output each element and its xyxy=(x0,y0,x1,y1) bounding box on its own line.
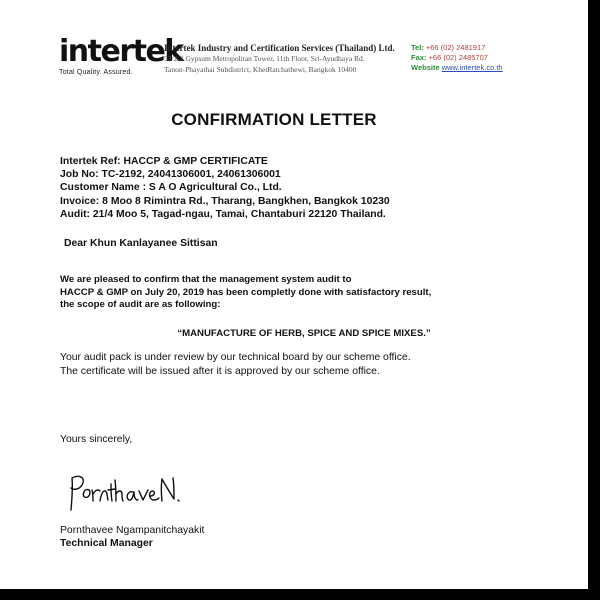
signature-drawing xyxy=(62,470,182,518)
reference-line: Invoice: 8 Moo 8 Rimintra Rd., Tharang, Bangkhen, Bangkok 10230 xyxy=(60,195,390,207)
website-link[interactable]: www.intertek.co.th xyxy=(441,63,503,72)
paragraph-line: the scope of audit are as following: xyxy=(60,299,221,310)
audit-scope: “MANUFACTURE OF HERB, SPICE AND SPICE MIXES.” xyxy=(177,328,431,339)
handwritten-signature xyxy=(62,470,182,523)
website-line xyxy=(411,63,503,73)
signer-name: Pornthavee Ngampanitchayakit xyxy=(60,525,205,536)
reference-line: Intertek Ref: HACCP & GMP CERTIFICATE xyxy=(60,156,268,167)
company-block xyxy=(164,43,400,75)
letter-title: CONFIRMATION LETTER xyxy=(171,110,377,129)
fax-value: +66 (02) 2485707 xyxy=(428,53,488,62)
salutation: Dear Khun Kanlayanee Sittisan xyxy=(64,238,218,249)
paragraph-line: HACCP & GMP on July 20, 2019 has been completly done with satisfactory result, xyxy=(60,286,432,298)
signer-title: Technical Manager xyxy=(60,538,153,549)
reference-line: Job No: TC-2192, 24041306001, 24061306001 xyxy=(60,169,281,181)
logo-tagline: Total Quality. Assured. xyxy=(59,69,133,76)
logo-wordmark: intertek xyxy=(59,34,183,69)
address-line: Tanon-Phayathai Subdistrict, KhetRatchathewi, Bangkok 10400 xyxy=(164,65,357,74)
reference-line: Customer Name : S A O Agricultural Co., Ltd. xyxy=(60,182,282,194)
website-label: Website xyxy=(411,63,440,72)
paragraph-line: We are pleased to confirm that the management system audit to xyxy=(60,274,352,285)
confirmation-paragraph xyxy=(60,274,431,312)
contact-block xyxy=(411,43,503,73)
reference-block xyxy=(60,155,390,221)
fax-label: Fax: xyxy=(411,53,427,62)
review-line: Your audit pack is under review by our technical board by our scheme office. xyxy=(60,352,411,363)
review-paragraph xyxy=(60,351,411,379)
fax-line xyxy=(411,53,503,63)
tel-label: Tel: xyxy=(411,43,424,52)
tel-line xyxy=(411,43,503,53)
company-name: Intertek Industry and Certification Services (Thailand) Ltd. xyxy=(164,43,395,53)
address-line: 53/2-2 Gypsum Metropolitan Tower, 11th Floor, Sri-Ayudhaya Rd. xyxy=(164,54,365,63)
reference-line: Audit: 21/4 Moo 5, Tagad-ngau, Tamai, Chantaburi 22120 Thailand. xyxy=(60,208,386,220)
closing: Yours sincerely, xyxy=(60,434,133,445)
review-line: The certificate will be issued after it is approved by our scheme office. xyxy=(60,366,380,377)
tel-value: +66 (02) 2481917 xyxy=(425,43,486,52)
